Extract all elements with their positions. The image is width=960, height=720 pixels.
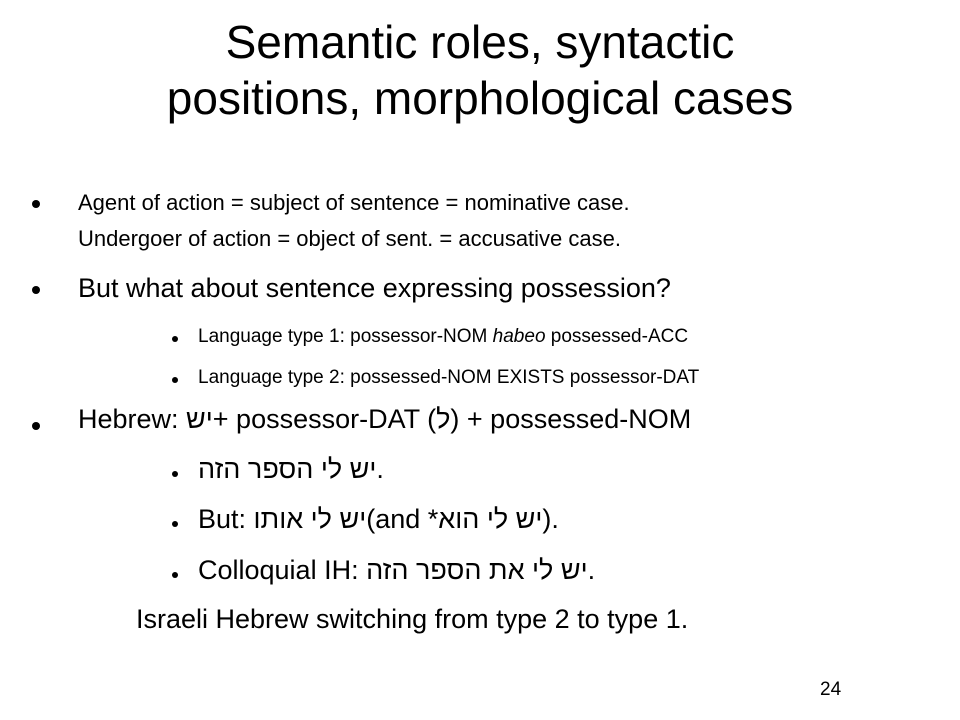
bullet-hebrew: [78, 402, 691, 436]
hebrew-prefix: Hebrew:: [78, 404, 187, 434]
bullet-agent-line1: Agent of action = subject of sentence = nominative case.: [78, 190, 630, 215]
sub-bullet-language-type-2: Language type 2: possessed-NOM EXISTS possessor-DAT: [198, 367, 700, 388]
but-middle: (and *: [366, 504, 439, 534]
type1-suffix: possessed-ACC: [545, 326, 689, 347]
title-line-2: positions, morphological cases: [166, 72, 794, 124]
sub-bullet-dot: [172, 336, 178, 342]
sub-bullet-dot: [172, 377, 178, 383]
type1-prefix: Language type 1: possessor-NOM: [198, 326, 493, 347]
but-hebrew-2: יש לי הוא: [438, 504, 543, 534]
slide-title: [40, 14, 920, 126]
colloquial-prefix: Colloquial IH:: [198, 555, 367, 585]
sub-bullet-dot: [172, 572, 178, 578]
colloquial-hebrew: יש לי את הספר הזה: [366, 555, 588, 585]
bullet-dot: [32, 422, 40, 430]
sub-bullet-language-type-1: [198, 324, 688, 350]
sub-bullet-hebrew-example: [198, 452, 384, 486]
example-period: .: [376, 454, 384, 484]
but-hebrew-1: יש לי אותו: [253, 504, 367, 534]
page-number: 24: [820, 679, 842, 700]
hebrew-yesh: יש: [186, 404, 213, 434]
conclusion-text: Israeli Hebrew switching from type 2 to type 1.: [136, 604, 689, 634]
hebrew-suffix: ) + possessed-NOM: [450, 404, 692, 434]
but-prefix: But:: [198, 504, 254, 534]
hebrew-lamed: ל: [436, 404, 451, 434]
bullet-agent-line2: Undergoer of action = object of sent. = accusative case.: [78, 226, 621, 251]
title-line-1: Semantic roles, syntactic: [225, 16, 735, 68]
colloquial-period: .: [587, 555, 596, 585]
example-hebrew: יש לי הספר הזה: [198, 454, 377, 484]
sub-bullet-but: [198, 502, 559, 536]
sub-bullet-dot: [172, 521, 178, 527]
sub-bullet-dot: [172, 471, 178, 477]
but-suffix: ).: [542, 504, 559, 534]
sub-bullet-colloquial: [198, 553, 595, 587]
type1-habeo: habeo: [492, 326, 546, 347]
hebrew-middle: + possessor-DAT (: [212, 404, 437, 434]
bullet-dot: [32, 200, 40, 208]
bullet-possession-question: But what about sentence expressing possession?: [78, 273, 671, 303]
bullet-dot: [32, 286, 40, 294]
